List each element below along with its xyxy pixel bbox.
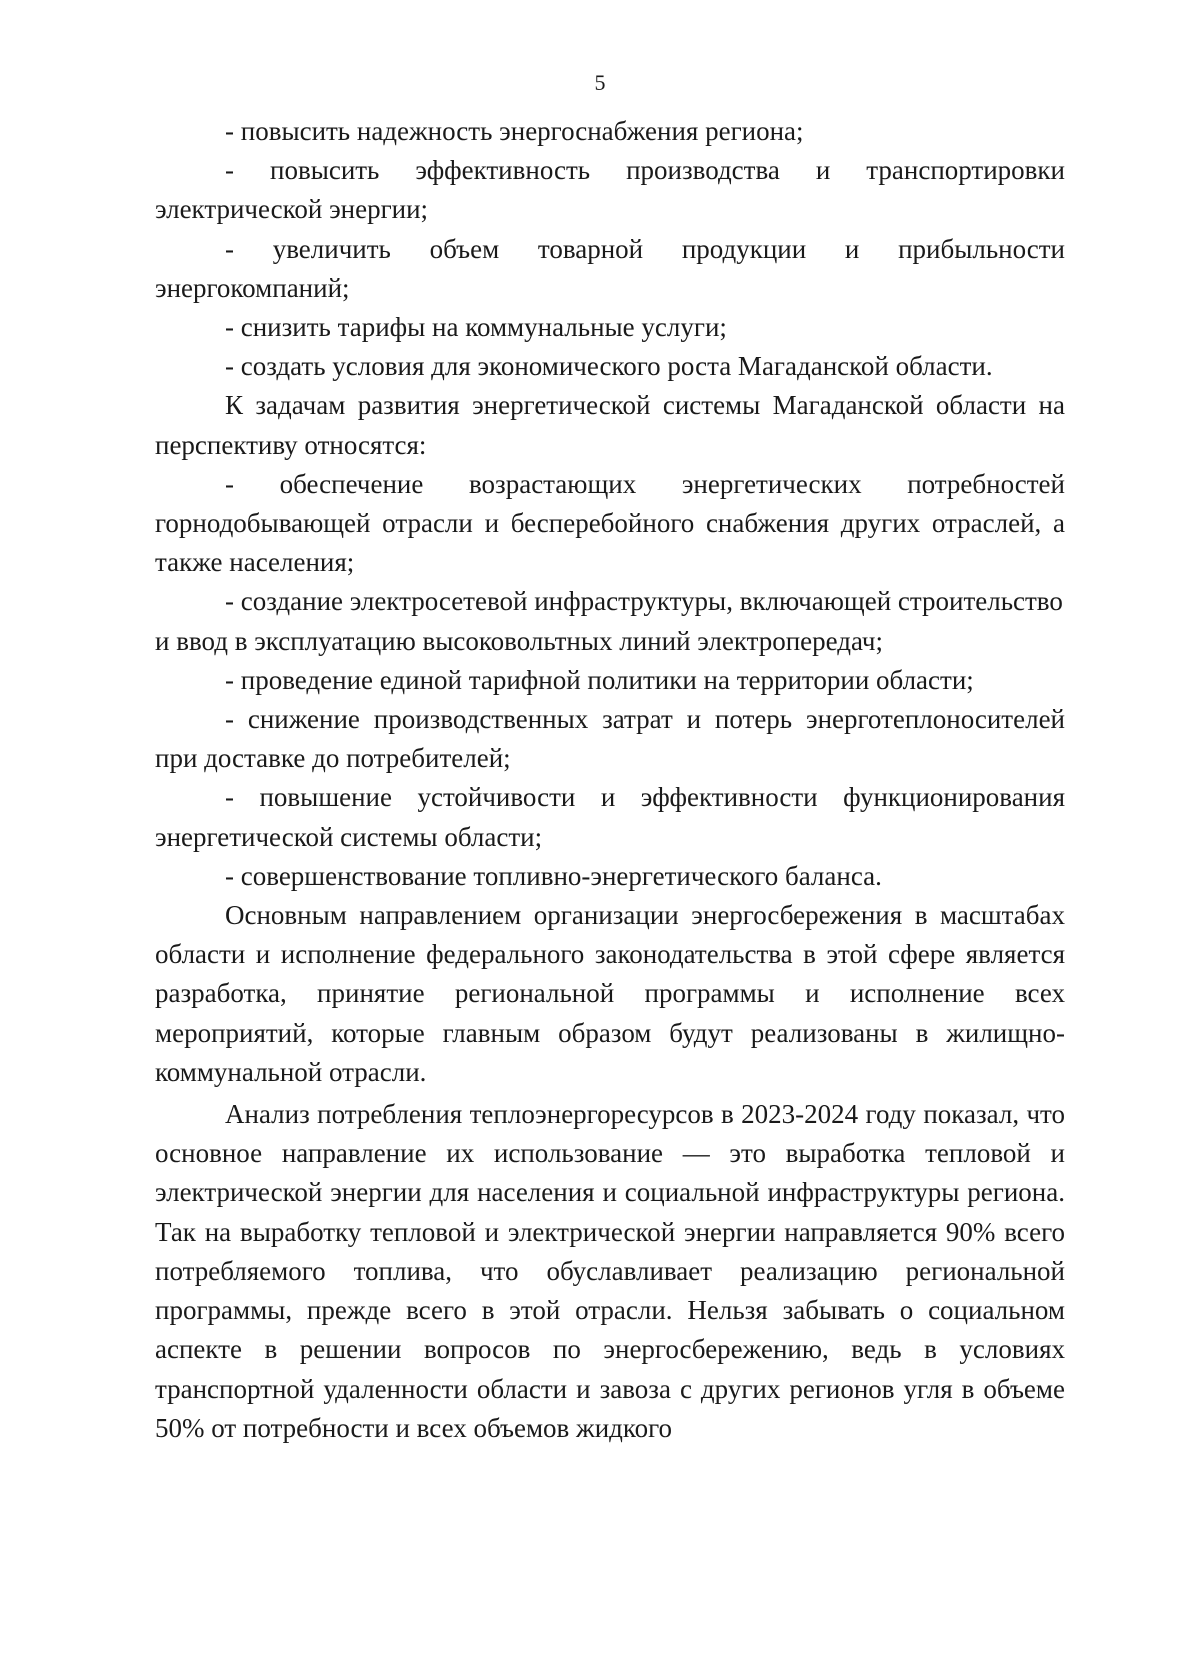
page-number: 5 — [594, 70, 606, 95]
paragraph-tariff-policy: - проведение единой тарифной политики на территории области; — [225, 664, 974, 695]
paragraph-power-lines: и ввод в эксплуатацию высоковольтных линий электропередач; — [155, 625, 883, 656]
paragraph-system-stability: - повышение устойчивости и эффективности функционирования энергетической системы области; — [155, 782, 1065, 852]
paragraph-grid-infrastructure: - создание электросетевой инфраструктуры, включающей строительство — [225, 586, 1063, 617]
paragraph-efficiency: - повысить эффективность производства и транспортировки электрической энергии; — [155, 155, 1065, 225]
paragraph-fuel-balance: - совершенствование топливно-энергетического баланса. — [225, 860, 882, 891]
paragraph-production-volume: - увеличить объем товарной продукции и прибыльности энергокомпаний; — [155, 233, 1065, 303]
paragraph-tasks-intro: К задачам развития энергетической системы Магаданской области на перспективу относятся: — [155, 390, 1065, 460]
paragraph-tariffs: - снизить тарифы на коммунальные услуги; — [225, 312, 727, 343]
paragraph-economic-growth: - создать условия для экономического роста Магаданской области. — [225, 351, 993, 382]
paragraph-cost-reduction: - снижение производственных затрат и потерь энерготеплоносителей при доставке до потребителей; — [155, 704, 1065, 774]
paragraph-energy-needs: - обеспечение возрастающих энергетических потребностей горнодобывающей отрасли и бесперебойного снабжения других отраслей, а также населения; — [155, 468, 1065, 578]
document-body — [155, 112, 1065, 1448]
paragraph-consumption-analysis: Анализ потребления теплоэнергоресурсов в 2023-2024 году показал, что основное направление их использование — это выработка тепловой и электрической энергии для населения и социальной инфраструктуры региона. Так на выработку тепловой и электрической энергии направляется 90% всего потребляемого топлива, что обуславливает реализацию региональной программы, прежде всего в этой отрасли. Нельзя забывать о социальном аспекте в решении вопросов по энергосбережению, ведь в условиях транспортной удаленности области и завоза с других регионов угля в объеме 50% от потребности и всех объемов жидкого — [155, 1099, 1065, 1443]
paragraph-energy-saving: Основным направлением организации энергосбережения в масштабах области и исполнение федерального законодательства в этой сфере является разработка, принятие региональной программы и исполнение всех мероприятий, которые главным образом будут реализованы в жилищно-коммунальной отрасли. — [155, 900, 1065, 1087]
paragraph-reliability: - повысить надежность энергоснабжения региона; — [225, 116, 804, 146]
